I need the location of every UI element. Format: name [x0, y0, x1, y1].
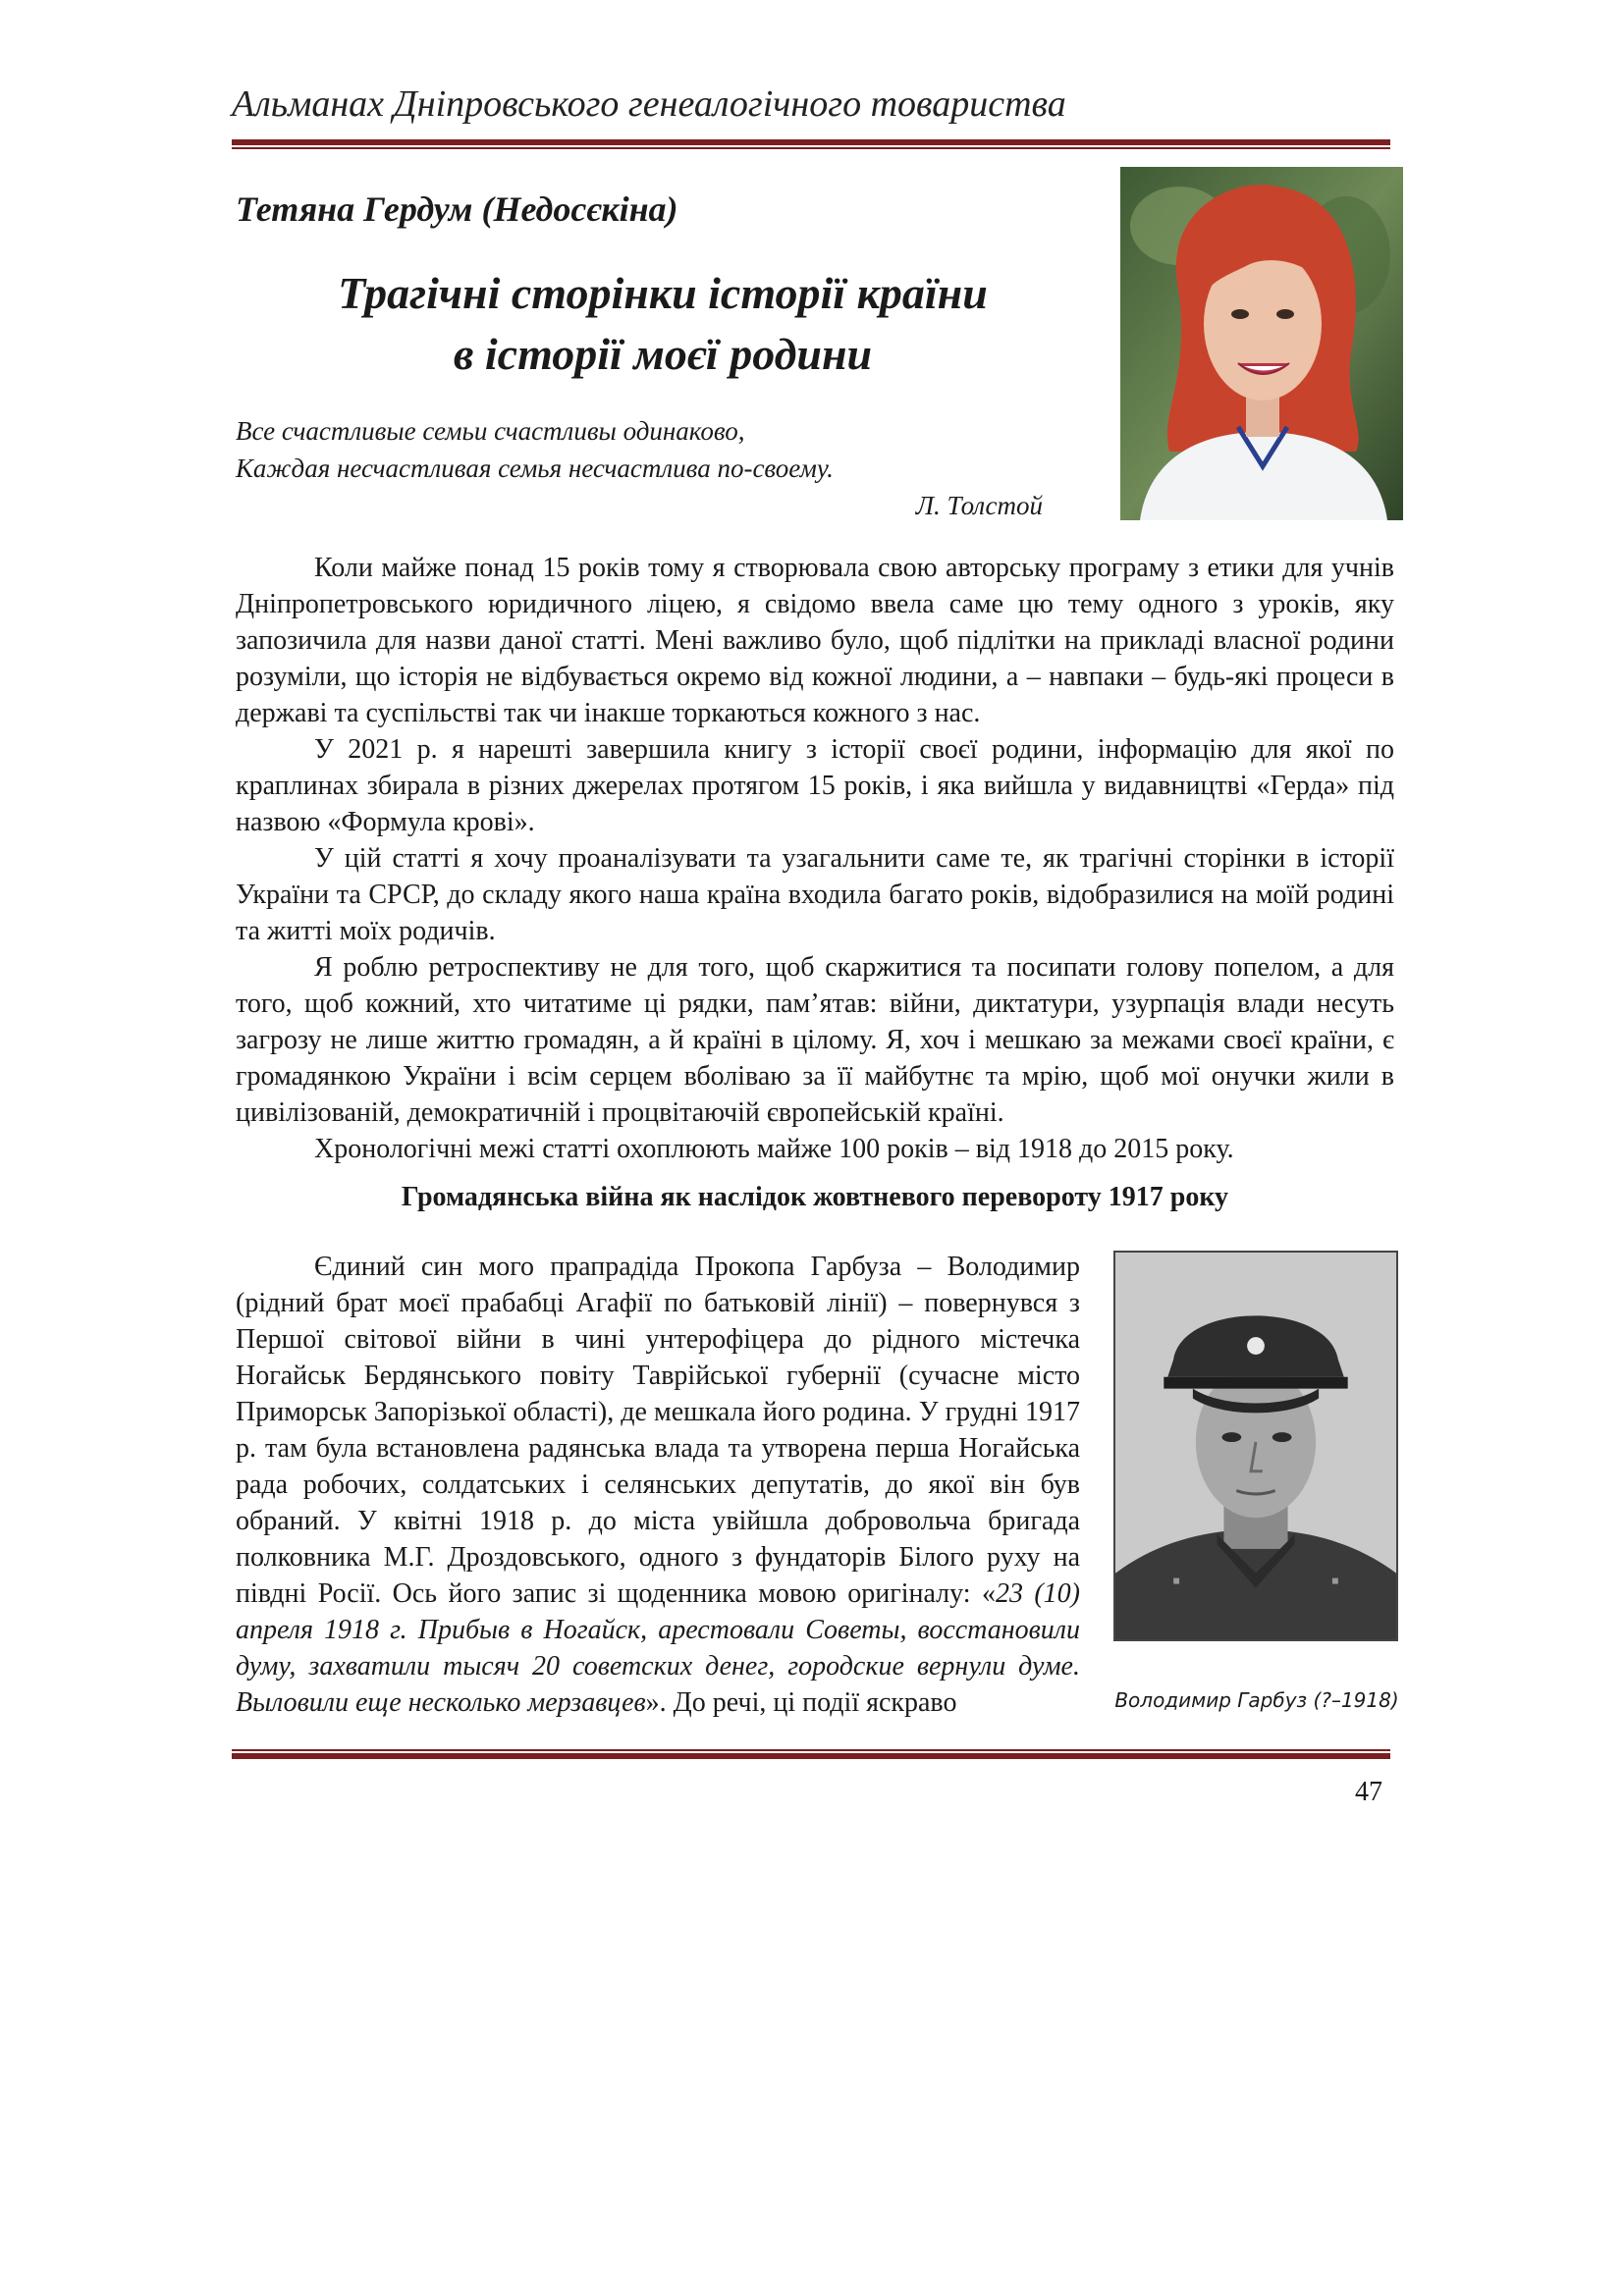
section-text: [236, 1249, 1080, 1721]
author-portrait: [1120, 167, 1403, 520]
epigraph-attribution: Л. Толстой: [915, 491, 1043, 520]
section-heading: Громадянська війна як наслідок жовтневого перевороту 1917 року: [401, 1182, 1229, 1212]
paragraph: Коли майже понад 15 років тому я створювала свою авторську програму з етики для учнів Дніпропетровського юридичного ліцею, я свідомо ввела саме цю тему одного з уроків, яку запозичила для назви даної статті. Мені важливо було, щоб підлітки на прикладі власної родини розуміли, що історія не відбувається окремо від кожної людини, а – навпаки – будь-які процеси в державі та суспільстві так чи інакше торкаються кожного з нас.: [236, 553, 1394, 728]
paragraph: У 2021 р. я нарешті завершила книгу з історії своєї родини, інформацію для якої по краплинах збирала в різних джерелах протягом 15 років, і яка вийшла у видавництві «Герда» під назвою «Формула крові».: [236, 734, 1394, 837]
article-title: [236, 263, 1090, 385]
header-rule: [232, 139, 1390, 149]
diary-quote: 23 (10) апреля 1918 г. Прибыв в Ногайск, арестовали Советы, восстановили думу, захватили тысяч 20 советских денег, городские вернули думе. Выловили еще несколько мерзавцев: [236, 1578, 1081, 1718]
author-portrait-image: [1120, 167, 1403, 520]
epigraph-line-2: Каждая несчастливая семья несчастлива по-своему.: [236, 454, 834, 483]
epigraph: [236, 412, 1051, 524]
intro-text: [236, 550, 1394, 1167]
paragraph-text: Єдиний син мого прапрадіда Прокопа Гарбуза – Володимир (рідний брат моєї прабабці Агафії по батьковій лінії) – повернувся з Першої світової війни в чині унтерофіцера до рідного містечка Ногайськ Бердянського повіту Таврійської губернії (сучасне місто Приморськ Запорізької області), де мешкала його родина. У грудні 1917 р. там була встановлена радянська влада та утворена перша Ногайська рада робочих, солдатських і селянських депутатів, до якої він був обраний. У квітні 1918 р. до міста увійшла добровольча бригада полковника М.Г. Дроздовського, одного з фундаторів Білого руху на півдні Росії. Ось його запис зі щоденника мовою оригіналу: «: [236, 1252, 1080, 1609]
title-line-2: в історії моєї родини: [453, 329, 873, 379]
paragraph: Хронологічні межі статті охоплюють майже 100 років – від 1918 до 2015 року.: [314, 1134, 1234, 1164]
epigraph-line-1: Все счастливые семьи счастливы одинаково,: [236, 416, 745, 446]
running-header: Альманах Дніпровського генеалогічного товариства: [232, 83, 1066, 125]
footer-rule: [232, 1749, 1390, 1759]
title-line-1: Трагічні сторінки історії країни: [338, 268, 988, 318]
paragraph: У цій статті я хочу проаналізувати та узагальнити саме те, як трагічні сторінки в історії України та СРСР, до складу якого наша країна входила багато років, відобразилися на моїй родині та житті моїх родичів.: [236, 843, 1394, 946]
photo-caption: Володимир Гарбуз (?–1918): [1114, 1688, 1399, 1712]
page-number: 47: [1355, 1777, 1382, 1807]
article-author: Тетяна Гердум (Недосєкіна): [236, 189, 678, 229]
soldier-portrait: [1113, 1251, 1398, 1641]
paragraph-text-end: ». До речі, ці події яскраво: [645, 1687, 957, 1718]
paragraph: [236, 1249, 1080, 1721]
soldier-portrait-image: [1115, 1253, 1396, 1639]
paragraph: Я роблю ретроспективу не для того, щоб скаржитися та посипати голову попелом, а для того, щоб кожний, хто читатиме ці рядки, пам’ятав: війни, диктатури, узурпація влади несуть загрозу не лише життю громадян, а й країні в цілому. Я, хоч і мешкаю за межами своєї країни, є громадянкою України і всім серцем вболіваю за її майбутнє та мрію, щоб мої онучки жили в цивілізованій, демократичній і процвітаючій європейській країні.: [236, 952, 1394, 1128]
